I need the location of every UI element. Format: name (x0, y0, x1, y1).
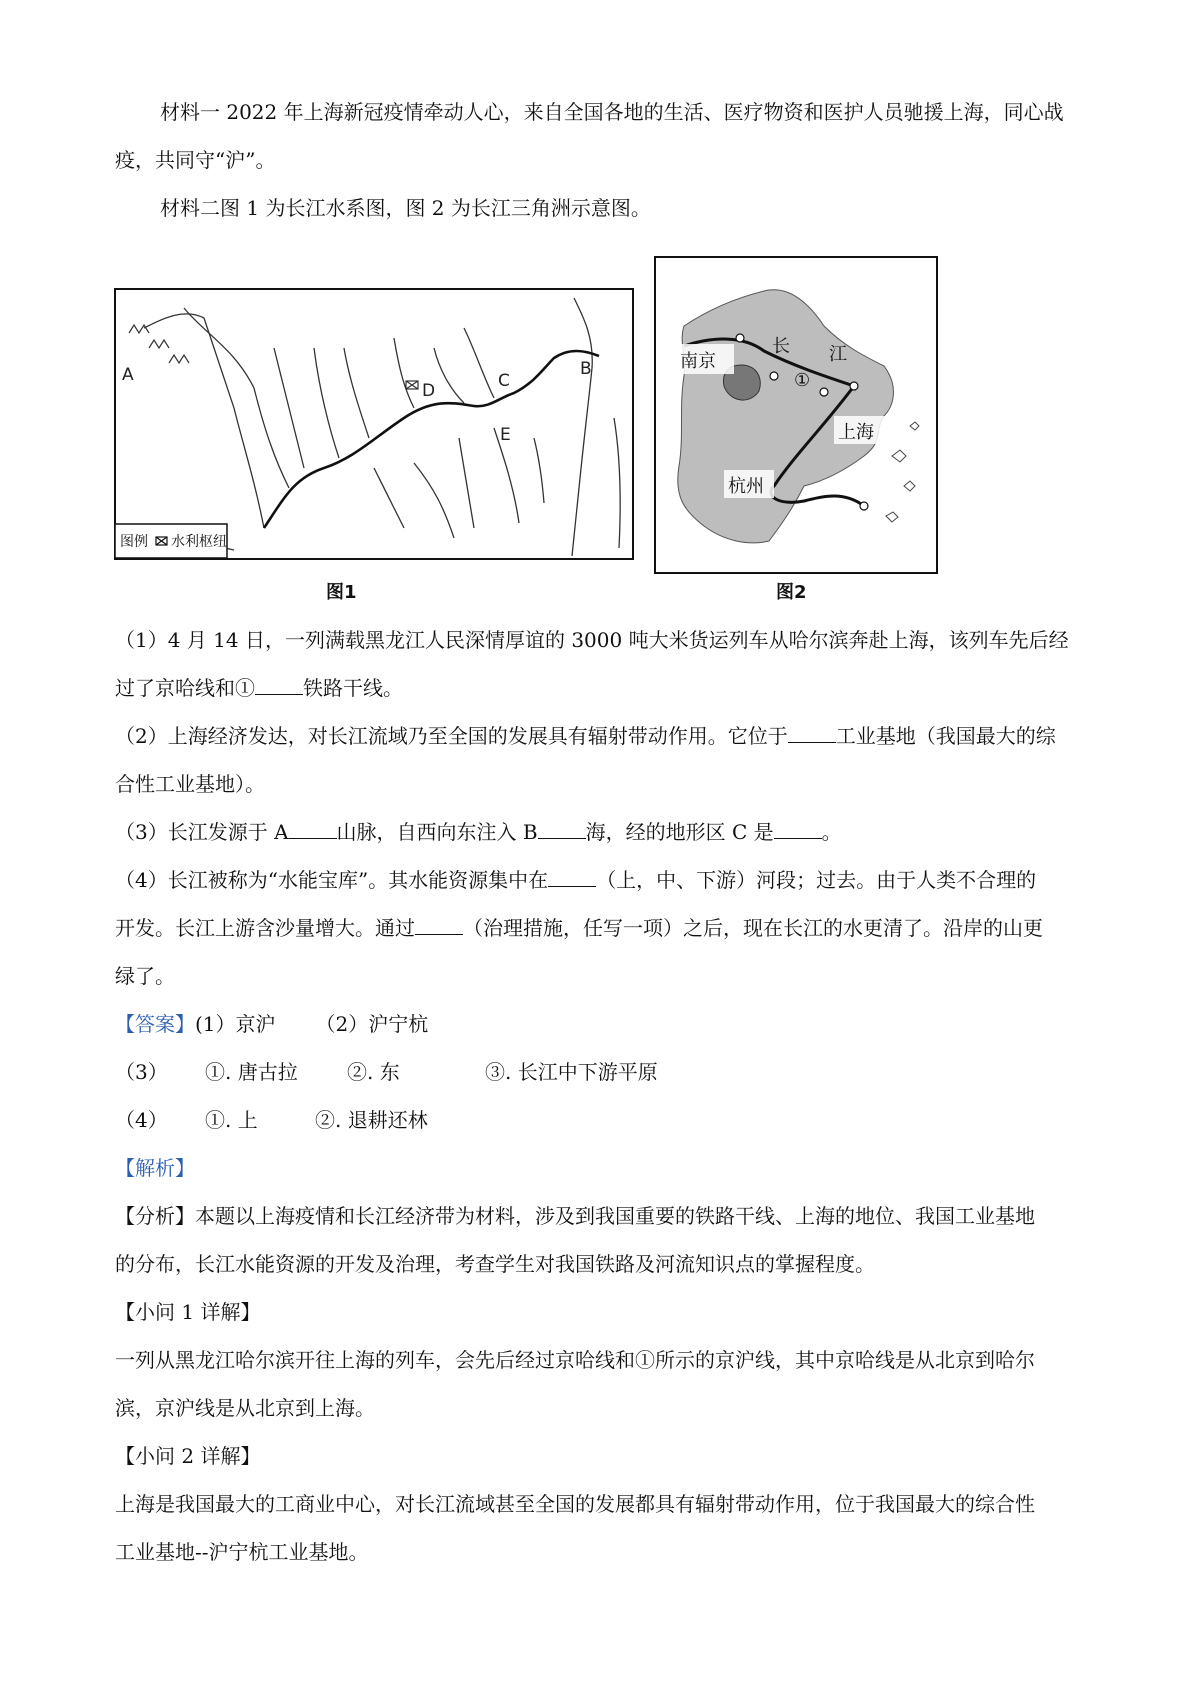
sub-question-1-line2: 滨，京沪线是从北京到上海。 (115, 1396, 375, 1420)
answer-blank (255, 676, 303, 695)
answer-4-num: （4） (115, 1108, 168, 1132)
q3-text-post: 。 (821, 820, 842, 844)
sub-question-1-line1: 一列从黑龙江哈尔滨开往上海的列车，会先后经过京哈线和①所示的京沪线，其中京哈线是从北京到哈尔 (115, 1348, 1035, 1372)
material1-line1: 材料一 2022 年上海新冠疫情牵动人心，来自全国各地的生活、医疗物资和医护人员驰援上海，同心战 (160, 100, 1064, 124)
answer-3-3: ③. 长江中下游平原 (485, 1060, 658, 1084)
answer-3-num: （3） (115, 1060, 168, 1084)
q4b-text-post: （治理措施，任写一项）之后，现在长江的水更清了。沿岸的山更 (463, 916, 1043, 940)
figure2-map (654, 256, 938, 574)
material1-line2: 疫，共同守“沪”。 (115, 148, 276, 172)
answer-blank (538, 820, 586, 839)
sub-question-2-title: 【小问 2 详解】 (115, 1444, 261, 1468)
answer-blank (289, 820, 337, 839)
answer-blank (548, 868, 596, 887)
answer-blank (788, 724, 836, 743)
q4-text-pre: （4）长江被称为“水能宝库”。其水能资源集中在 (115, 868, 549, 892)
q3-text-mid2: 海，经的地形区 C 是 (585, 820, 774, 844)
q1-text-pre: 过了京哈线和① (115, 676, 255, 700)
fig1-label-b: B (580, 359, 592, 379)
q2-text-post: 工业基地（我国最大的综 (835, 724, 1056, 748)
fig2-label-circle1: ① (794, 370, 811, 391)
sub-question-2-line1: 上海是我国最大的工商业中心，对长江流域甚至全国的发展都具有辐射带动作用，位于我国最大的综合性 (115, 1492, 1035, 1516)
sub-question-2-line2: 工业基地--沪宁杭工业基地。 (115, 1540, 369, 1564)
fig1-label-c: C (498, 371, 510, 391)
figure1-map (114, 288, 634, 560)
fig2-label-shanghai: 上海 (838, 422, 874, 443)
q3-text-pre: （3）长江发源于 A (115, 820, 289, 844)
answer-blank (774, 820, 822, 839)
fig1-label-e: E (500, 425, 511, 445)
figure1-caption: 图1 (326, 582, 357, 603)
answer-4-2: ②. 退耕还林 (315, 1108, 428, 1132)
answer-3-2: ②. 东 (347, 1060, 400, 1084)
analysis-fenxi-line2: 的分布，长江水能资源的开发及治理，考查学生对我国铁路及河流知识点的掌握程度。 (115, 1252, 875, 1276)
answer-tag: 【答案】 (115, 1012, 195, 1036)
question-1-line2 (115, 676, 1105, 700)
analysis-tag: 【解析】 (115, 1156, 195, 1180)
fig2-label-jiang: 江 (829, 344, 847, 365)
answer-line1 (115, 1012, 1105, 1036)
q4-text-post: （上，中、下游）河段；过去。由于人类不合理的 (596, 868, 1037, 892)
question-4-line3: 绿了。 (115, 964, 175, 988)
answer-3-1: ①. 唐古拉 (205, 1060, 298, 1084)
sub-question-1-title: 【小问 1 详解】 (115, 1300, 261, 1324)
question-3 (115, 820, 1105, 844)
question-2-line1 (115, 724, 1105, 748)
analysis-fenxi-line1: 【分析】本题以上海疫情和长江经济带为材料，涉及到我国重要的铁路干线、上海的地位、我国工业基地 (115, 1204, 1035, 1228)
q2-text-pre: （2）上海经济发达，对长江流域乃至全国的发展具有辐射带动作用。它位于 (115, 724, 788, 748)
fig2-label-nanjing: 南京 (680, 351, 716, 372)
question-4-line1 (115, 868, 1105, 892)
answer-line3 (115, 1108, 1105, 1132)
q3-text-mid1: 山脉，自西向东注入 B (336, 820, 538, 844)
fig2-label-chang: 长 (772, 336, 790, 357)
answer-2: （2）沪宁杭 (315, 1012, 429, 1036)
question-1-line1: （1）4 月 14 日，一列满载黑龙江人民深情厚谊的 3000 吨大米货运列车从哈尔滨奔赴上海，该列车先后经 (115, 628, 1069, 652)
q4b-text-pre: 开发。长江上游含沙量增大。通过 (115, 916, 415, 940)
fig1-legend-title: 图例 (120, 534, 148, 550)
figure2-caption: 图2 (776, 582, 807, 603)
q1-text-post: 铁路干线。 (303, 676, 403, 700)
answer-blank (415, 916, 463, 935)
fig2-label-hangzhou: 杭州 (728, 476, 764, 497)
material2: 材料二图 1 为长江水系图，图 2 为长江三角洲示意图。 (160, 196, 651, 220)
answer-4-1: ①. 上 (205, 1108, 258, 1132)
question-2-line2: 合性工业基地）。 (115, 772, 265, 796)
answer-1: (1）京沪 (195, 1012, 276, 1036)
answer-line2 (115, 1060, 1105, 1084)
fig1-legend-item: 水利枢纽 (171, 534, 227, 550)
fig1-label-d: D (422, 381, 436, 401)
fig1-label-a: A (122, 365, 134, 385)
question-4-line2 (115, 916, 1105, 940)
